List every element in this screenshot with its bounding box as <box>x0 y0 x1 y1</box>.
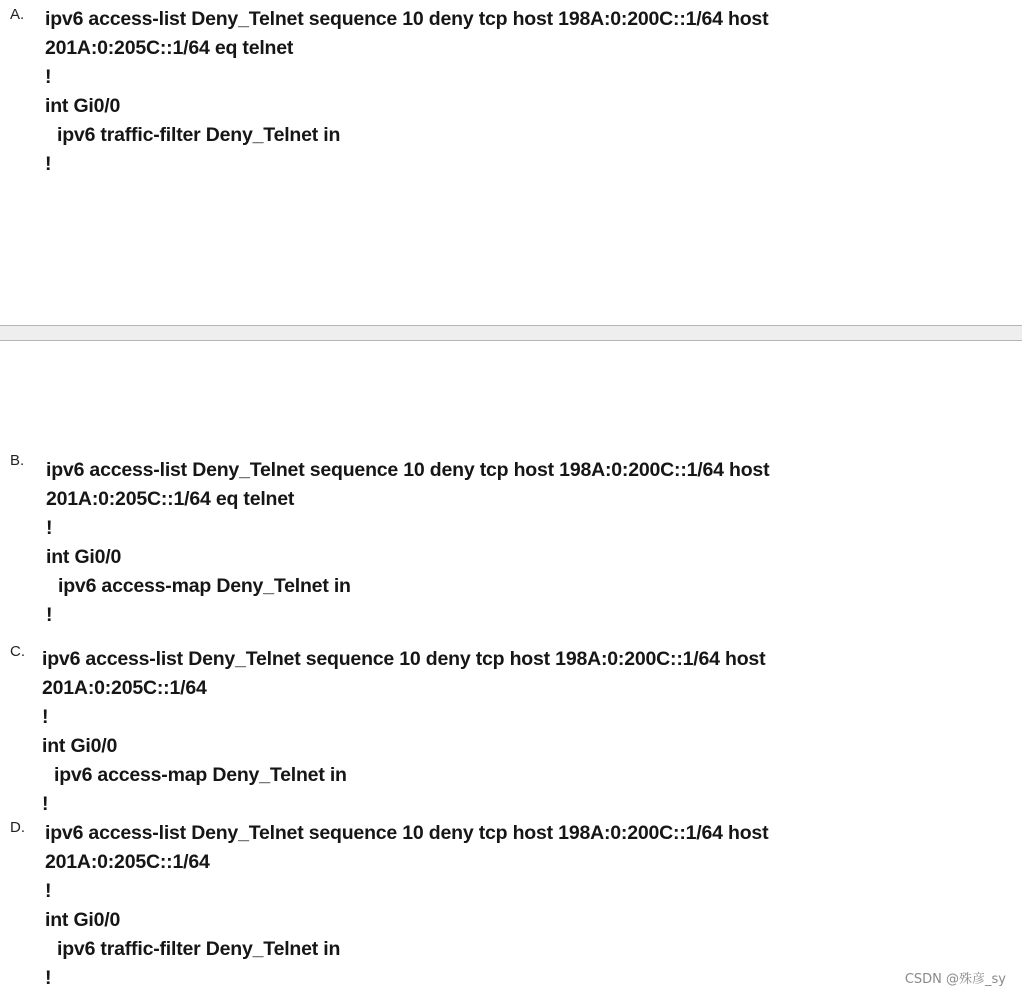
config-line: ! <box>45 880 52 902</box>
config-line: ! <box>46 517 53 539</box>
config-line: ipv6 traffic-filter Deny_Telnet in <box>57 124 341 146</box>
config-line: int Gi0/0 <box>46 546 122 568</box>
option-d-config <box>45 819 768 993</box>
config-line: 201A:0:205C::1/64 <box>45 851 210 873</box>
option-b-letter: B. <box>10 452 25 469</box>
config-line: ipv6 access-list Deny_Telnet sequence 10 deny tcp host 198A:0:200C::1/64 host <box>45 8 769 30</box>
config-line: ipv6 access-list Deny_Telnet sequence 10 deny tcp host 198A:0:200C::1/64 host <box>42 648 766 670</box>
config-line: ipv6 access-list Deny_Telnet sequence 10 deny tcp host 198A:0:200C::1/64 host <box>45 822 769 844</box>
config-line: int Gi0/0 <box>45 95 121 117</box>
config-line: int Gi0/0 <box>45 909 121 931</box>
config-line: 201A:0:205C::1/64 eq telnet <box>45 37 294 59</box>
section-divider <box>0 325 1022 341</box>
config-line: ! <box>42 793 49 815</box>
config-line: int Gi0/0 <box>42 735 118 757</box>
config-line: ipv6 access-map Deny_Telnet in <box>54 764 347 786</box>
option-a-config <box>45 5 768 179</box>
config-line: ipv6 access-map Deny_Telnet in <box>58 575 351 597</box>
config-line: 201A:0:205C::1/64 <box>42 677 207 699</box>
config-line: ! <box>46 604 53 626</box>
option-c-config <box>42 645 765 819</box>
option-a-letter: A. <box>10 6 25 23</box>
config-line: ipv6 traffic-filter Deny_Telnet in <box>57 938 341 960</box>
config-line: ipv6 access-list Deny_Telnet sequence 10 deny tcp host 198A:0:200C::1/64 host <box>46 459 770 481</box>
config-line: ! <box>45 967 52 989</box>
config-line: 201A:0:205C::1/64 eq telnet <box>46 488 295 510</box>
option-b-config <box>46 456 769 630</box>
csdn-watermark: CSDN @殊彦_sy <box>904 972 1006 987</box>
config-line: ! <box>45 153 52 175</box>
config-line: ! <box>42 706 49 728</box>
config-line: ! <box>45 66 52 88</box>
option-d-letter: D. <box>10 819 25 836</box>
option-c-letter: C. <box>10 643 25 660</box>
